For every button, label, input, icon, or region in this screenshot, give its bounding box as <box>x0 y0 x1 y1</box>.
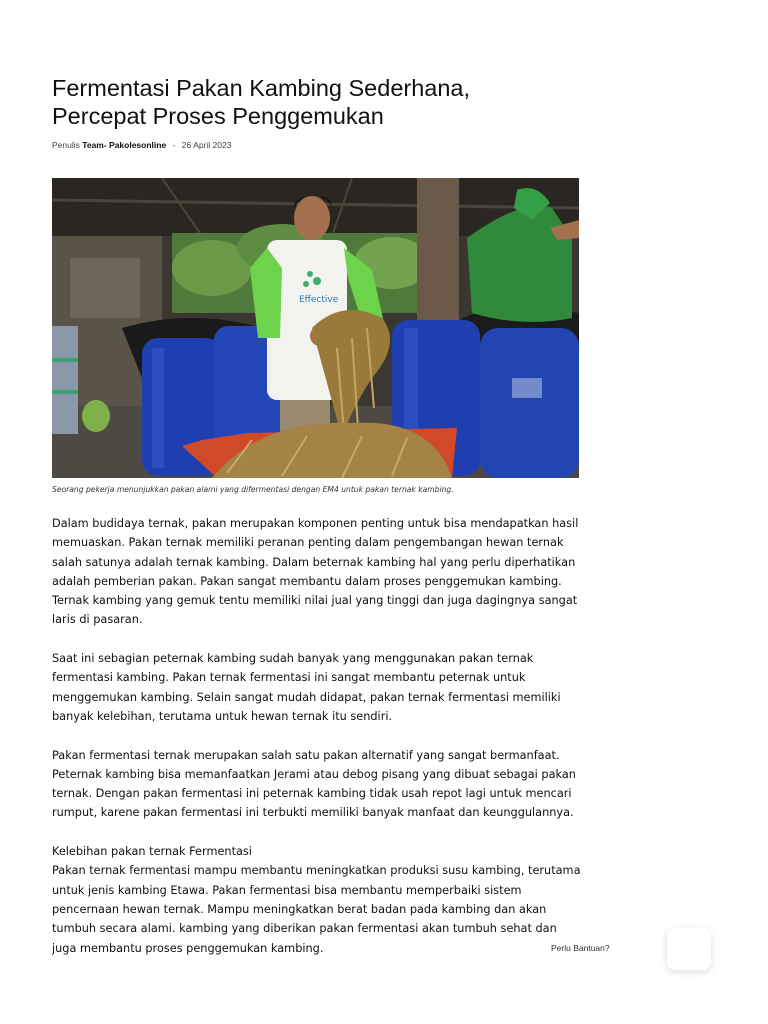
publish-date: 26 April 2023 <box>181 140 232 150</box>
section-subheading: Kelebihan pakan ternak Fermentasi <box>52 845 252 859</box>
article-title <box>52 74 582 130</box>
article-photo <box>52 178 579 478</box>
shirt-print-text: Effective <box>299 295 339 305</box>
paragraph-1: Dalam budidaya ternak, pakan merupakan komponen penting untuk bisa mendapatkan hasil memuaskan. Pakan ternak memiliki peranan penting dalam pengembangan hewan ternak salah satunya adalah ternak kambing. Dalam beternak kambing hal yang perlu diperhatikan adalah pemberian pakan. Pakan sangat membantu dalam proses penggemukan kambing. Ternak kambing yang gemuk tentu memiliki nilai jual yang tinggi dan juga dagingnya sangat laris di pasaran. <box>52 517 579 627</box>
article-body <box>52 514 582 958</box>
help-label: Perlu Bantuan? <box>551 943 610 953</box>
paragraph-4: Pakan ternak fermentasi mampu membantu meningkatkan produksi susu kambing, terutama untuk jenis kambing Etawa. Pakan fermentasi bisa membantu memperbaiki sistem pencernaan hewan ternak. Mampu meningkatkan berat badan pada kambing dan akan tumbuh secara alami. kambing yang diberikan pakan fermentasi akan tumbuh sehat dan juga membantu proses penggemukan kambing. <box>52 864 581 955</box>
author-link[interactable]: Team- Pakolesonline <box>82 140 167 150</box>
author-prefix: Penulis <box>52 140 80 150</box>
photo-caption: Seorang pekerja menunjukkan pakan alami yang difermentasi dengan EM4 untuk pakan ternak kambing. <box>52 485 454 494</box>
help-chat-button[interactable] <box>667 928 711 970</box>
paragraph-3: Pakan fermentasi ternak merupakan salah satu pakan alternatif yang sangat bermanfaat. Peternak kambing bisa memanfaatkan Jerami atau debog pisang yang dibuat sebagai pakan ternak. Dengan pakan fermentasi ini peternak kambing tidak usah repot lagi untuk mencari rumput, karene pakan fermentasi ini terbukti memiliki banyak manfaat dan keunggulannya. <box>52 748 576 820</box>
article-title-line-2: Percepat Proses Penggemukan <box>52 103 384 129</box>
article <box>52 74 582 958</box>
photo-illustration <box>52 178 579 478</box>
article-title-line-1: Fermentasi Pakan Kambing Sederhana, <box>52 75 471 101</box>
meta-separator: - <box>172 140 176 150</box>
article-meta <box>52 139 582 151</box>
paragraph-2: Saat ini sebagian peternak kambing sudah banyak yang menggunakan pakan ternak fermentasi kambing. Pakan ternak fermentasi ini sangat membantu peternak untuk menggemukan kambing. Selain sangat mudah didapat, pakan ternak fermentasi memiliki banyak kelebihan, terutama untuk hewan ternak itu sendiri. <box>52 652 561 723</box>
